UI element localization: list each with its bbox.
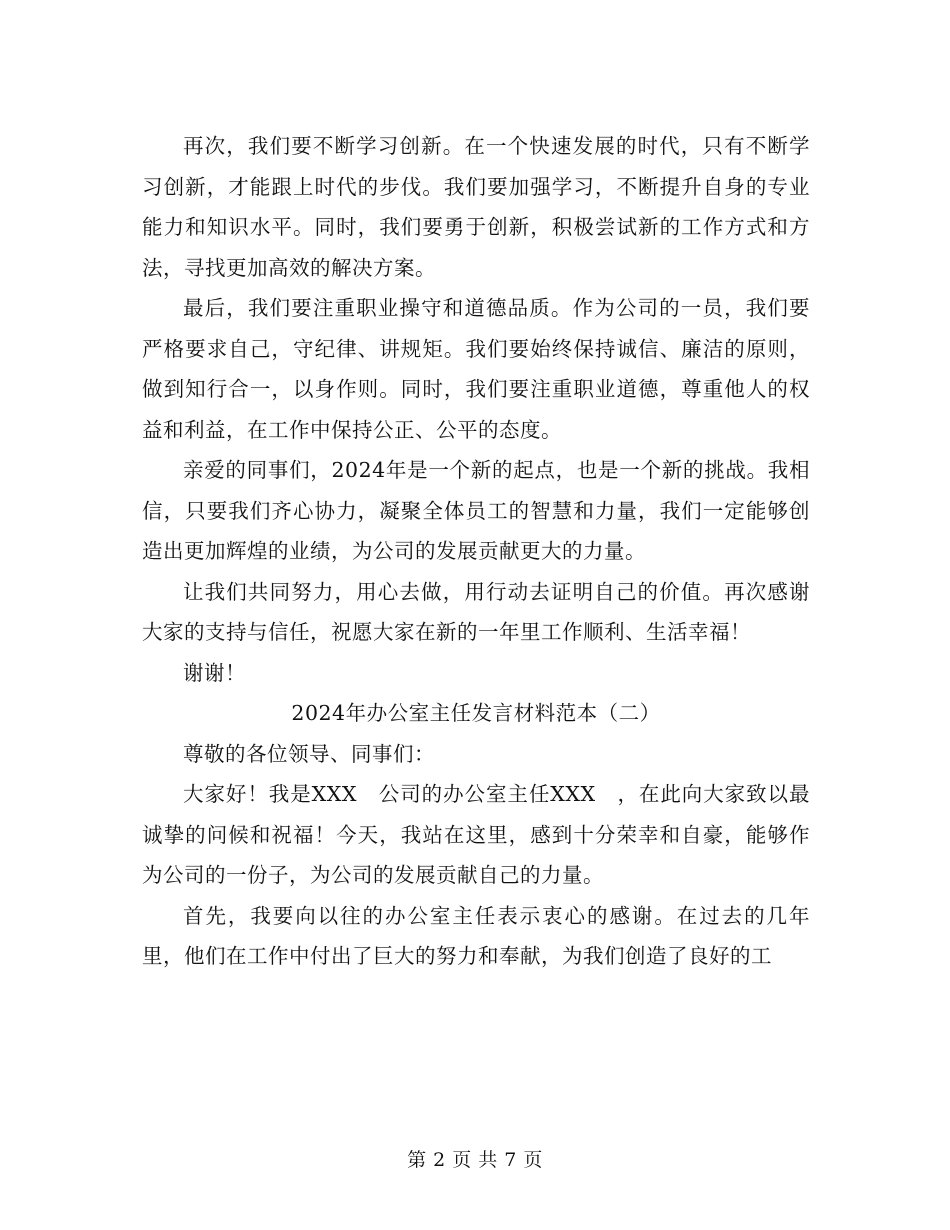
section-title: 2024年办公室主任发言材料范本（二） — [291, 701, 661, 725]
page-number-footer: 第 2 页 共 7 页 — [407, 1149, 543, 1171]
paragraph-new-start: 亲爱的同事们，2024年是一个新的起点，也是一个新的挑战。我相信，只要我们齐心协力，凝聚全体员工的智慧和力量，我们一定能够创造出更加辉煌的业绩，为公司的发展贡献更大的力量。 — [142, 458, 810, 563]
paragraph-gratitude: 首先，我要向以往的办公室主任表示衷心的感谢。在过去的几年里，他们在工作中付出了巨大的努力和奉献，为我们创造了良好的工 — [142, 903, 810, 968]
paragraph-closing-wishes: 让我们共同努力，用心去做，用行动去证明自己的价值。再次感谢大家的支持与信任，祝愿大家在新的一年里工作顺利、生活幸福！ — [142, 579, 810, 644]
paragraph-professional-ethics: 最后，我们要注重职业操守和道德品质。作为公司的一员，我们要严格要求自己，守纪律、讲规矩。我们要始终保持诚信、廉洁的原则，做到知行合一，以身作则。同时，我们要注重职业道德，尊重他人的权益和利益，在工作中保持公正、公平的态度。 — [142, 296, 810, 442]
paragraph-salutation: 尊敬的各位领导、同事们： — [183, 741, 435, 766]
paragraph-thanks: 谢谢！ — [183, 660, 246, 685]
document-body — [142, 126, 810, 977]
paragraph-study-innovation: 再次，我们要不断学习创新。在一个快速发展的时代，只有不断学习创新，才能跟上时代的步伐。我们要加强学习，不断提升自身的专业能力和知识水平。同时，我们要勇于创新，积极尝试新的工作方式和方法，寻找更加高效的解决方案。 — [142, 134, 810, 280]
paragraph-greeting: 大家好！我是XXX 公司的办公室主任XXX ，在此向大家致以最诚挚的问候和祝福！今天，我站在这里，感到十分荣幸和自豪，能够作为公司的一份子，为公司的发展贡献自己的力量。 — [142, 782, 810, 887]
